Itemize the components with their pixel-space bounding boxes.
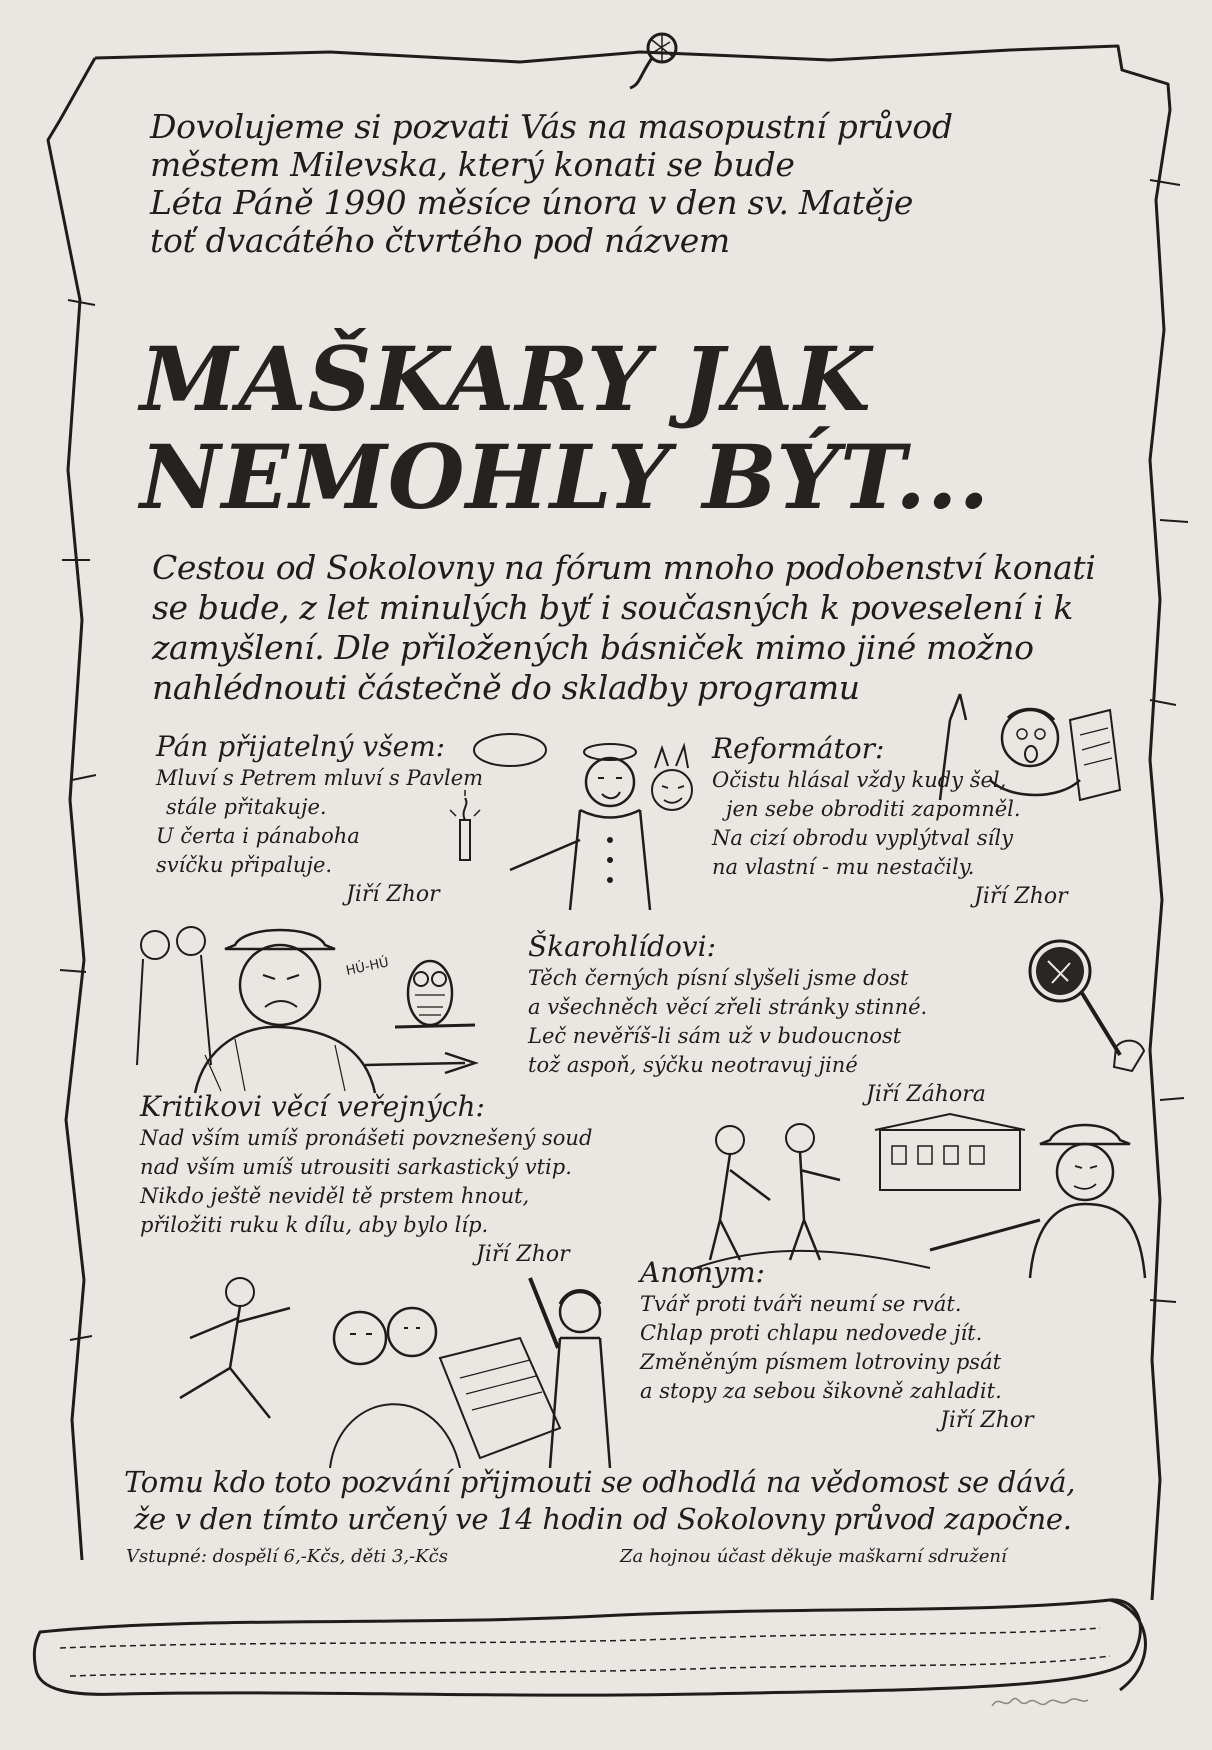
intro-line: Léta Páně 1990 měsíce února v den sv. Matěje — [150, 183, 914, 222]
thanks-note: Za hojnou účast děkuje maškarní sdružení — [620, 1546, 1007, 1567]
poem-line: Nad vším umíš pronášeti povznešený soud — [140, 1126, 593, 1150]
poem-line: Leč nevěříš-li sám už v budoucnost — [528, 1024, 902, 1048]
poem-author: Jiří Zhor — [974, 884, 1068, 909]
poster-title — [140, 327, 1120, 529]
owl-sound-text: HÚ-HÚ — [344, 955, 391, 979]
lead-line: Cestou od Sokolovny na fórum mnoho podobenství konati — [152, 548, 1096, 587]
footer-line: Tomu kdo toto pozvání přijmouti se odhodlá na vědomost se dává, — [124, 1465, 1076, 1499]
lead-text — [152, 548, 1132, 708]
poem-author: Jiří Zhor — [346, 882, 440, 907]
title-line-2: NEMOHLY BÝT... — [140, 425, 991, 529]
illustration-workers-and-critic — [690, 1110, 1170, 1280]
poem-kritik — [140, 1090, 592, 1270]
admission-note: Vstupné: dospělí 6,-Kčs, děti 3,-Kčs — [126, 1546, 448, 1567]
intro-line: Dovolujeme si pozvati Vás na masopustní průvod — [150, 107, 953, 146]
illustration-reformer — [930, 690, 1130, 810]
intro-line: toť dvacátého čtvrtého pod názvem — [150, 221, 730, 260]
poem-line: Chlap proti chlapu nedovede jít. — [640, 1321, 983, 1345]
poem-line: Nikdo ještě neviděl tě prstem hnout, — [140, 1184, 530, 1208]
title-line-1: MAŠKARY JAK — [140, 327, 872, 431]
poem-line: svíčku připaluje. — [156, 853, 333, 877]
poem-line: Těch černých písní slyšeli jsme dost — [528, 966, 909, 990]
poem-line: přiložiti ruku k dílu, aby bylo líp. — [140, 1213, 489, 1237]
footer-line: že v den tímto určený ve 14 hodin od Sokolovny průvod započne. — [134, 1502, 1072, 1536]
poem-line: nad vším umíš utrousiti sarkastický vtip. — [140, 1155, 572, 1179]
lead-line: zamyšlení. Dle přiložených básniček mimo jiné možno — [152, 628, 1034, 667]
illustration-pessimist-with-owl — [135, 915, 515, 1095]
poem-line: tož aspoň, sýčku neotravuj jiné — [528, 1053, 858, 1077]
poem-anonym — [640, 1256, 1034, 1436]
poem-line: a všechněch věcí zřeli stránky stinné. — [528, 995, 928, 1019]
poem-line: Mluví s Petrem mluví s Pavlem — [156, 766, 484, 790]
poem-author: Jiří Záhora — [866, 1082, 986, 1107]
illustration-priest-and-devil — [430, 730, 710, 930]
poem-skarohlid — [528, 930, 986, 1110]
illustration-mirror-hand — [1020, 935, 1150, 1075]
poem-line: na vlastní - mu nestačily. — [712, 855, 975, 879]
intro-text — [150, 108, 1110, 260]
poem-line: U čerta i pánaboha — [156, 824, 360, 848]
lead-line: se bude, z let minulých byť i současných k poveselení i k — [152, 588, 1074, 627]
poem-line: Očistu hlásal vždy kudy šel, — [712, 768, 1007, 792]
intro-line: městem Milevska, který konati se bude — [150, 145, 795, 184]
poem-line: a stopy za sebou šikovně zahladit. — [640, 1379, 1002, 1403]
illustration-anonym-runner — [160, 1268, 640, 1468]
poem-title: Škarohlídovi: — [528, 930, 717, 963]
poem-line: Změněným písmem lotroviny psát — [640, 1350, 1002, 1374]
poem-author: Jiří Zhor — [476, 1242, 570, 1267]
artist-signature — [990, 1690, 1090, 1717]
footer-announcement — [124, 1464, 1124, 1538]
poem-line: Na cizí obrodu vyplýtval síly — [712, 826, 1013, 850]
poem-title: Reformátor: — [712, 732, 885, 765]
poem-author: Jiří Zhor — [940, 1408, 1034, 1433]
seal-pin-icon — [630, 34, 676, 88]
poem-title: Kritikovi věcí veřejných: — [140, 1090, 485, 1123]
poem-line: stále přitakuje. — [166, 795, 327, 819]
signature-scribble — [990, 1690, 1090, 1714]
lead-line: nahlédnouti částečně do skladby programu — [152, 668, 860, 707]
poem-title: Anonym: — [640, 1256, 765, 1289]
poem-title: Pán přijatelný všem: — [156, 730, 446, 763]
poem-line: jen sebe obroditi zapomněl. — [726, 797, 1021, 821]
poem-line: Tvář proti tváři neumí se rvát. — [640, 1292, 962, 1316]
